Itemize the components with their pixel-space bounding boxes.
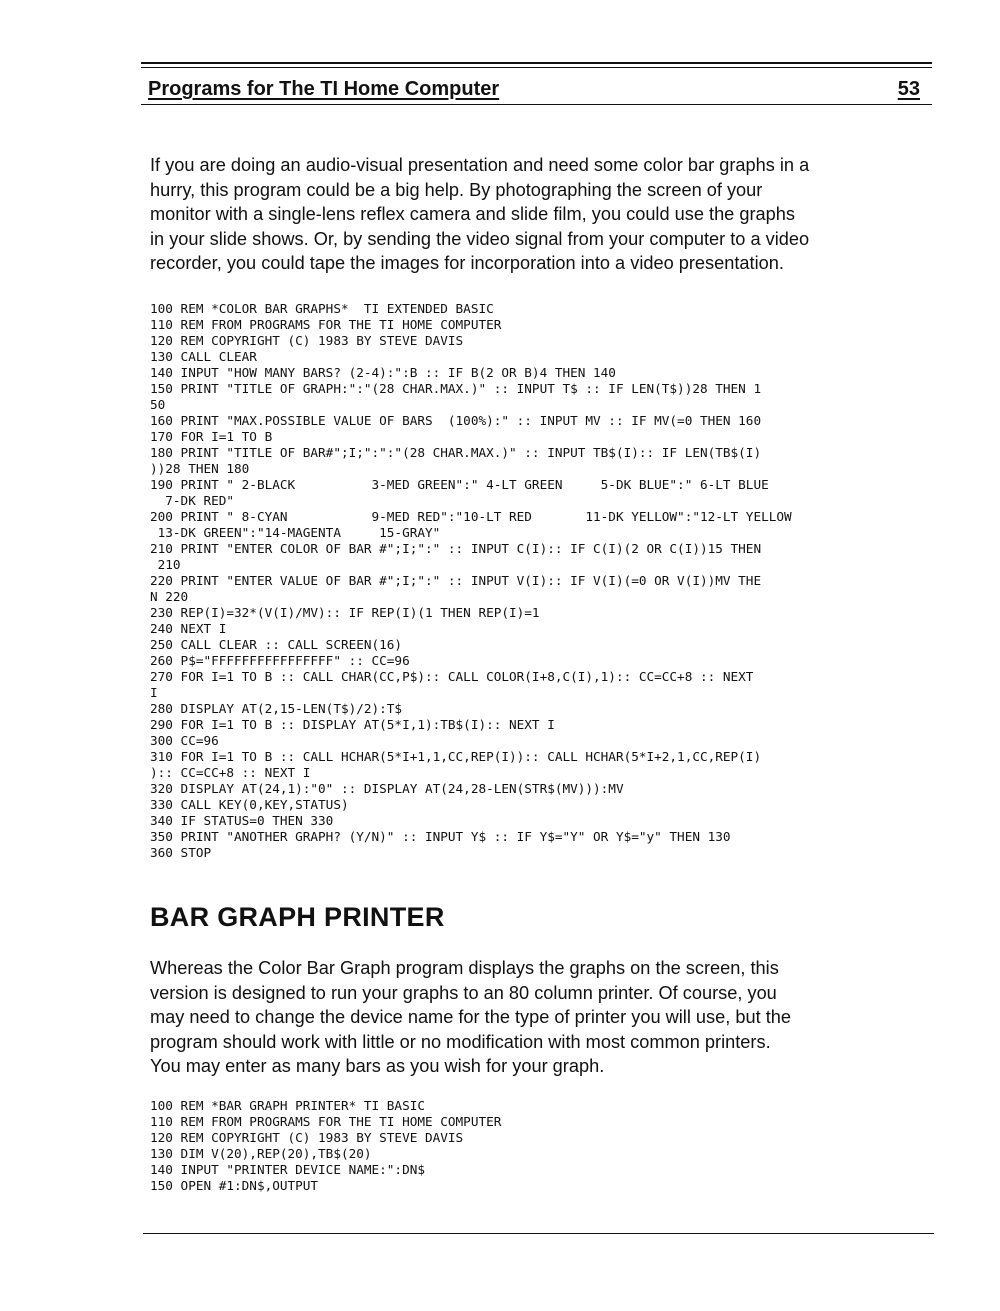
code-line: 210 PRINT "ENTER COLOR OF BAR #";I;":" :: INPUT C(I):: IF C(I)(2 OR C(I))15 THEN (150, 541, 762, 556)
paragraph-line: may need to change the device name for the type of printer you will use, but the (150, 1007, 791, 1027)
code-line: 220 PRINT "ENTER VALUE OF BAR #";I;":" :: INPUT V(I):: IF V(I)(=0 OR V(I))MV THE (150, 573, 762, 588)
code-line: 50 (150, 397, 166, 412)
code-line: 190 PRINT " 2-BLACK 3-MED GREEN":" 4-LT GREEN 5-DK BLUE":" 6-LT BLUE (150, 477, 769, 492)
paragraph-line: version is designed to run your graphs to an 80 column printer. Of course, you (150, 982, 777, 1003)
code-line: 140 INPUT "HOW MANY BARS? (2-4):":B :: IF B(2 OR B)4 THEN 140 (150, 365, 616, 380)
code-line: 340 IF STATUS=0 THEN 330 (150, 813, 334, 828)
code-line: 170 FOR I=1 TO B (150, 429, 273, 444)
code-line: 120 REM COPYRIGHT (C) 1983 BY STEVE DAVIS (150, 333, 464, 348)
code-line: 180 PRINT "TITLE OF BAR#";I;":":"(28 CHAR.MAX.)" :: INPUT TB$(I):: IF LEN(TB$(I) (150, 445, 762, 460)
header-rule-top (141, 62, 932, 64)
code-line: 310 FOR I=1 TO B :: CALL HCHAR(5*I+1,1,CC,REP(I)):: CALL HCHAR(5*I+2,1,CC,REP(I) (150, 749, 762, 764)
footer-rule (143, 1233, 934, 1234)
code-line: 250 CALL CLEAR :: CALL SCREEN(16) (150, 637, 403, 652)
paragraph-line: recorder, you could tape the images for incorporation into a video presentation. (150, 253, 784, 273)
code-line: 150 OPEN #1:DN$,OUTPUT (150, 1178, 319, 1193)
second-paragraph (150, 956, 925, 1079)
code-line: ))28 THEN 180 (150, 461, 250, 476)
code-line: 200 PRINT " 8-CYAN 9-MED RED":"10-LT RED 11-DK YELLOW":"12-LT YELLOW (150, 509, 792, 524)
code-line: N 220 (150, 589, 189, 604)
paragraph-line: Whereas the Color Bar Graph program displays the graphs on the screen, this (150, 958, 779, 978)
code-line: 110 REM FROM PROGRAMS FOR THE TI HOME COMPUTER (150, 317, 502, 332)
code-listing-color-bar-graphs (150, 301, 930, 861)
section-heading: BAR GRAPH PRINTER (150, 902, 445, 932)
paragraph-line: If you are doing an audio-visual presentation and need some color bar graphs in a (150, 155, 810, 175)
code-line: 280 DISPLAY AT(2,15-LEN(T$)/2):T$ (150, 701, 403, 716)
paragraph-line: program should work with little or no modification with most common printers. (150, 1031, 771, 1052)
code-line: 160 PRINT "MAX.POSSIBLE VALUE OF BARS (100%):" :: INPUT MV :: IF MV(=0 THEN 160 (150, 413, 762, 428)
code-line: 320 DISPLAY AT(24,1):"0" :: DISPLAY AT(24,28-LEN(STR$(MV))):MV (150, 781, 624, 796)
code-line: 240 NEXT I (150, 621, 227, 636)
code-line: 110 REM FROM PROGRAMS FOR THE TI HOME COMPUTER (150, 1114, 502, 1129)
code-line: I (150, 685, 158, 700)
running-head-title: Programs for The TI Home Computer (148, 78, 500, 100)
intro-paragraph (150, 153, 925, 276)
code-line: 150 PRINT "TITLE OF GRAPH:":"(28 CHAR.MAX.)" :: INPUT T$ :: IF LEN(T$))28 THEN 1 (150, 381, 762, 396)
code-line: 260 P$="FFFFFFFFFFFFFFFF" :: CC=96 (150, 653, 410, 668)
code-line: 230 REP(I)=32*(V(I)/MV):: IF REP(I)(1 THEN REP(I)=1 (150, 605, 540, 620)
code-listing-bar-graph-printer (150, 1098, 930, 1194)
code-line: 130 CALL CLEAR (150, 349, 257, 364)
paragraph-line: in your slide shows. Or, by sending the video signal from your computer to a video (150, 228, 810, 249)
header-rule-underline (141, 104, 932, 105)
code-line: 100 REM *COLOR BAR GRAPHS* TI EXTENDED BASIC (150, 301, 494, 316)
paragraph-line: hurry, this program could be a big help. By photographing the screen of your (150, 179, 763, 200)
code-line: 130 DIM V(20),REP(20),TB$(20) (150, 1146, 372, 1161)
paragraph-line: You may enter as many bars as you wish for your graph. (150, 1056, 605, 1076)
code-line: 13-DK GREEN":"14-MAGENTA 15-GRAY" (150, 525, 441, 540)
code-line: 360 STOP (150, 845, 212, 860)
code-line: 270 FOR I=1 TO B :: CALL CHAR(CC,P$):: CALL COLOR(I+8,C(I),1):: CC=CC+8 :: NEXT (150, 669, 754, 684)
running-head (145, 74, 930, 104)
code-line: 140 INPUT "PRINTER DEVICE NAME:":DN$ (150, 1162, 425, 1177)
code-line: 300 CC=96 (150, 733, 219, 748)
code-line: 7-DK RED" (150, 493, 235, 508)
code-line: 210 (150, 557, 181, 572)
code-line: 350 PRINT "ANOTHER GRAPH? (Y/N)" :: INPUT Y$ :: IF Y$="Y" OR Y$="y" THEN 130 (150, 829, 731, 844)
paragraph-line: monitor with a single-lens reflex camera and slide film, you could use the graphs (150, 204, 795, 224)
page-number: 53 (897, 78, 920, 100)
code-line: 120 REM COPYRIGHT (C) 1983 BY STEVE DAVIS (150, 1130, 464, 1145)
code-line: ):: CC=CC+8 :: NEXT I (150, 765, 311, 780)
code-line: 100 REM *BAR GRAPH PRINTER* TI BASIC (150, 1098, 425, 1113)
header-rule-second (141, 67, 932, 68)
code-line: 330 CALL KEY(0,KEY,STATUS) (150, 797, 349, 812)
code-line: 290 FOR I=1 TO B :: DISPLAY AT(5*I,1):TB$(I):: NEXT I (150, 717, 555, 732)
